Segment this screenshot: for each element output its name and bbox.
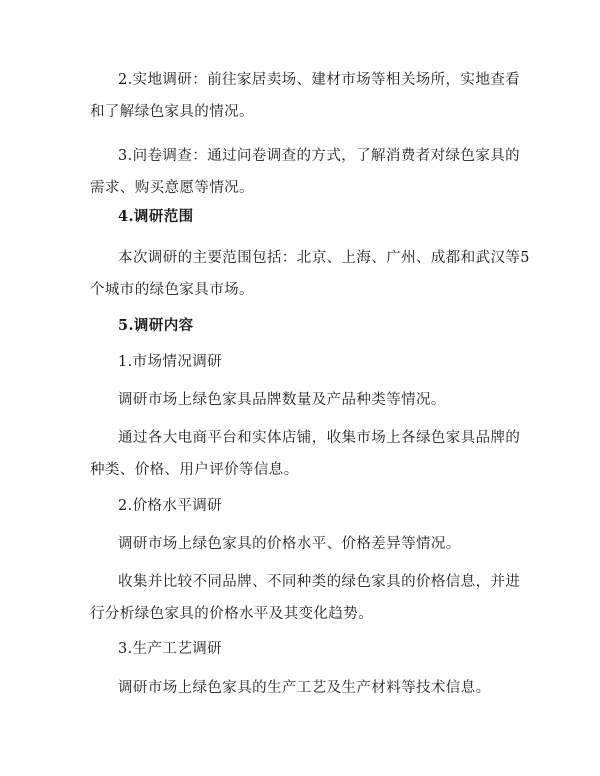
paragraph-research-scope: 本次调研的主要范围包括：北京、上海、广州、成都和武汉等5个城市的绿色家具市场。 <box>90 250 530 298</box>
paragraph-production-process: 调研市场上绿色家具的生产工艺及生产材料等技术信息。 <box>118 680 491 696</box>
paragraph-questionnaire: 3.问卷调查：通过问卷调查的方式，了解消费者对绿色家具的需求、购买意愿等情况。 <box>90 148 521 196</box>
paragraph-market-brands: 调研市场上绿色家具品牌数量及产品种类等情况。 <box>118 392 446 408</box>
heading-research-content: 5.调研内容 <box>118 317 194 334</box>
heading-research-scope: 4.调研范围 <box>118 208 194 225</box>
paragraph-market-collection: 通过各大电商平台和实体店铺，收集市场上各绿色家具品牌的种类、价格、用户评价等信息。 <box>90 430 521 478</box>
subheading-price-level: 2.价格水平调研 <box>118 498 223 514</box>
subheading-production-process: 3.生产工艺调研 <box>118 641 223 657</box>
subheading-market-situation: 1.市场情况调研 <box>118 354 223 370</box>
paragraph-price-comparison: 收集并比较不同品牌、不同种类的绿色家具的价格信息，并进行分析绿色家具的价格水平及其变化趋势。 <box>90 574 521 622</box>
paragraph-field-survey: 2.实地调研：前往家居卖场、建材市场等相关场所，实地查看和了解绿色家具的情况。 <box>90 72 521 120</box>
paragraph-price-level: 调研市场上绿色家具的价格水平、价格差异等情况。 <box>118 536 461 552</box>
